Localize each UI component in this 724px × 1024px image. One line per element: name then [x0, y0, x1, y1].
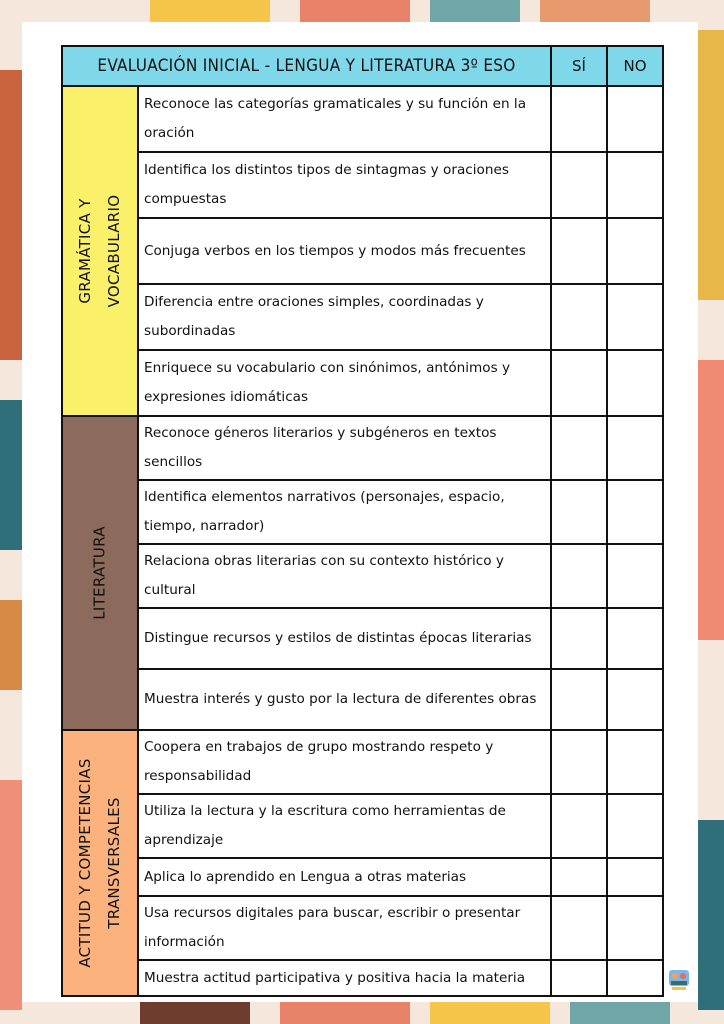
- checkbox-yes[interactable]: [551, 794, 607, 858]
- criterion-text: Aplica lo aprendido en Lengua a otras materias: [138, 858, 551, 896]
- checkbox-no[interactable]: [607, 416, 663, 480]
- table-row: [62, 480, 663, 544]
- checkbox-yes[interactable]: [551, 218, 607, 284]
- criterion-text: Muestra interés y gusto por la lectura de diferentes obras: [138, 669, 551, 730]
- checkbox-yes[interactable]: [551, 480, 607, 544]
- column-header-no: NO: [607, 46, 663, 86]
- checkbox-yes[interactable]: [551, 858, 607, 896]
- column-header-yes: SÍ: [551, 46, 607, 86]
- checkbox-no[interactable]: [607, 794, 663, 858]
- checkbox-no[interactable]: [607, 152, 663, 218]
- checkbox-yes[interactable]: [551, 86, 607, 152]
- checkbox-yes[interactable]: [551, 350, 607, 416]
- category-label-line1: ACTITUD Y COMPETENCIAS: [76, 758, 94, 968]
- checkbox-yes[interactable]: [551, 960, 607, 996]
- checkbox-no[interactable]: [607, 858, 663, 896]
- criterion-text: Coopera en trabajos de grupo mostrando respeto y responsabilidad: [138, 730, 551, 794]
- category-label-line1: LITERATURA: [90, 526, 109, 620]
- table-row: [62, 730, 663, 794]
- school-logo-icon: [667, 966, 691, 992]
- checkbox-yes[interactable]: [551, 544, 607, 608]
- table-row: [62, 608, 663, 669]
- checkbox-yes[interactable]: [551, 284, 607, 350]
- checkbox-yes[interactable]: [551, 730, 607, 794]
- checkbox-no[interactable]: [607, 960, 663, 996]
- checkbox-yes[interactable]: [551, 896, 607, 960]
- category-label-line2: VOCABULARIO: [105, 194, 123, 308]
- category-grammar-vocabulary: [62, 86, 138, 416]
- table-row: [62, 416, 663, 480]
- table-row: [62, 284, 663, 350]
- criterion-text: Conjuga verbos en los tiempos y modos más frecuentes: [138, 218, 551, 284]
- criterion-text: Muestra actitud participativa y positiva hacia la materia: [138, 960, 551, 996]
- criterion-text: Utiliza la lectura y la escritura como herramientas de aprendizaje: [138, 794, 551, 858]
- checkbox-no[interactable]: [607, 669, 663, 730]
- table-row: [62, 86, 663, 152]
- checkbox-no[interactable]: [607, 608, 663, 669]
- criterion-text: Usa recursos digitales para buscar, escribir o presentar información: [138, 896, 551, 960]
- checkbox-yes[interactable]: [551, 416, 607, 480]
- checkbox-no[interactable]: [607, 896, 663, 960]
- table-row: [62, 669, 663, 730]
- checkbox-no[interactable]: [607, 730, 663, 794]
- table-row: [62, 152, 663, 218]
- criterion-text: Diferencia entre oraciones simples, coordinadas y subordinadas: [138, 284, 551, 350]
- table-row: [62, 544, 663, 608]
- checkbox-no[interactable]: [607, 284, 663, 350]
- criterion-text: Relaciona obras literarias con su contexto histórico y cultural: [138, 544, 551, 608]
- table-header-row: [62, 46, 663, 86]
- checkbox-no[interactable]: [607, 480, 663, 544]
- evaluation-table: [61, 45, 664, 997]
- criterion-text: Enriquece su vocabulario con sinónimos, antónimos y expresiones idiomáticas: [138, 350, 551, 416]
- table-row: [62, 896, 663, 960]
- criterion-text: Reconoce las categorías gramaticales y su función en la oración: [138, 86, 551, 152]
- table-title: EVALUACIÓN INICIAL - LENGUA Y LITERATURA 3º ESO: [62, 46, 551, 86]
- category-attitude-competencies: [62, 730, 138, 996]
- table-row: [62, 218, 663, 284]
- checkbox-yes[interactable]: [551, 152, 607, 218]
- table-row: [62, 858, 663, 896]
- category-label-line2: TRANSVERSALES: [105, 797, 123, 929]
- table-row: [62, 350, 663, 416]
- checkbox-yes[interactable]: [551, 669, 607, 730]
- criterion-text: Distingue recursos y estilos de distintas épocas literarias: [138, 608, 551, 669]
- criterion-text: Identifica los distintos tipos de sintagmas y oraciones compuestas: [138, 152, 551, 218]
- table-row: [62, 794, 663, 858]
- checkbox-no[interactable]: [607, 544, 663, 608]
- checkbox-yes[interactable]: [551, 608, 607, 669]
- category-literature: [62, 416, 138, 730]
- checkbox-no[interactable]: [607, 350, 663, 416]
- checkbox-no[interactable]: [607, 218, 663, 284]
- checkbox-no[interactable]: [607, 86, 663, 152]
- criterion-text: Reconoce géneros literarios y subgéneros en textos sencillos: [138, 416, 551, 480]
- category-label-line1: GRAMÁTICA Y: [76, 198, 94, 304]
- criterion-text: Identifica elementos narrativos (personajes, espacio, tiempo, narrador): [138, 480, 551, 544]
- table-row: [62, 960, 663, 996]
